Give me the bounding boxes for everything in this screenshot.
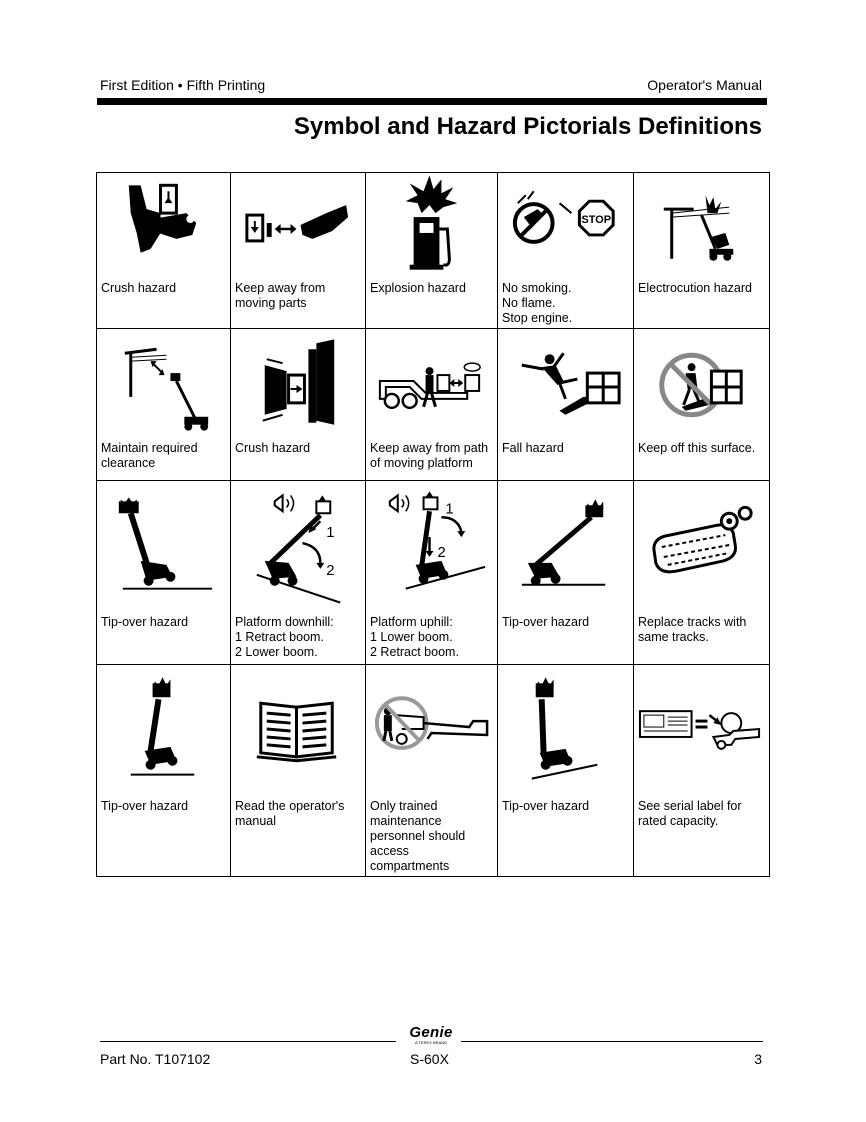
tip-over-hazard-icon (498, 481, 633, 615)
cell-caption: Keep away from path of moving platform (370, 441, 489, 470)
step-2-label: 2 (437, 544, 446, 561)
electrocution-hazard-icon (634, 173, 769, 281)
header-edition: First Edition • Fifth Printing (100, 77, 266, 93)
cell-caption: Platform downhill: 1 Retract boom. 2 Lower boom. (235, 615, 334, 659)
cell-caption: Keep off this surface. (638, 441, 756, 455)
footer-rule-right (461, 1041, 763, 1042)
platform-downhill-icon (231, 481, 365, 615)
cell-caption: See serial label for rated capacity. (638, 799, 742, 828)
stop-sign-text: STOP (581, 214, 612, 227)
table-cell (634, 481, 770, 665)
platform-uphill-icon (366, 481, 497, 615)
trained-personnel-only-icon (366, 665, 497, 799)
table-cell (231, 481, 366, 665)
cell-caption: Tip-over hazard (101, 799, 189, 813)
table-cell (366, 173, 498, 329)
table-cell (97, 665, 231, 877)
maintain-clearance-icon (97, 329, 230, 441)
cell-caption: Read the operator's manual (235, 799, 345, 828)
table-cell (498, 665, 634, 877)
table-cell (498, 173, 634, 329)
step-1-label: 1 (445, 501, 454, 518)
table-row (97, 665, 770, 877)
no-smoking-stop-icon (498, 173, 633, 281)
table-cell (366, 481, 498, 665)
logo-word: Genie (409, 1024, 453, 1041)
table-cell (97, 329, 231, 481)
cell-caption: Platform uphill: 1 Lower boom. 2 Retract boom. (370, 615, 459, 659)
footer-model: S-60X (410, 1051, 449, 1067)
keep-away-moving-parts-icon (231, 173, 365, 281)
table-row (97, 173, 770, 329)
table-cell (634, 329, 770, 481)
replace-tracks-icon (634, 481, 769, 615)
cell-caption: Tip-over hazard (502, 615, 590, 629)
table-row (97, 329, 770, 481)
table-cell (634, 173, 770, 329)
tip-over-hazard-icon (97, 481, 230, 615)
table-cell (498, 481, 634, 665)
step-2-label: 2 (326, 562, 335, 579)
cell-caption: Fall hazard (502, 441, 564, 455)
table-cell (97, 173, 231, 329)
cell-caption: Replace tracks with same tracks. (638, 615, 747, 644)
cell-caption: Explosion hazard (370, 281, 466, 295)
table-cell (231, 329, 366, 481)
header-rule (97, 98, 767, 105)
table-row (97, 481, 770, 665)
cell-caption: Keep away from moving parts (235, 281, 326, 310)
cell-caption: Crush hazard (235, 441, 311, 455)
footer-part-number: Part No. T107102 (100, 1051, 211, 1067)
logo-tagline: A TEREX BRAND (415, 1040, 447, 1045)
cell-caption: Only trained maintenance personnel should access compartments (370, 799, 466, 873)
cell-caption: No smoking. No flame. Stop engine. (502, 281, 573, 325)
page-title: Symbol and Hazard Pictorials Definitions (293, 113, 762, 140)
footer-rule-left (100, 1041, 396, 1042)
step-1-label: 1 (326, 525, 335, 542)
serial-label-capacity-icon (634, 665, 769, 799)
table-cell (366, 665, 498, 877)
cell-caption: Maintain required clearance (101, 441, 198, 470)
table-cell (634, 665, 770, 877)
cell-caption: Electrocution hazard (638, 281, 752, 295)
keep-off-surface-icon (634, 329, 769, 441)
table-cell (97, 481, 231, 665)
cell-caption: Tip-over hazard (101, 615, 189, 629)
explosion-hazard-icon (366, 173, 497, 281)
crush-hazard-icon (97, 173, 230, 281)
footer-page-number: 3 (754, 1051, 762, 1067)
read-manual-icon (231, 665, 365, 799)
fall-hazard-icon (498, 329, 633, 441)
keep-away-platform-path-icon (366, 329, 497, 441)
table-cell (366, 329, 498, 481)
crush-hazard-wall-icon (231, 329, 365, 441)
table-cell (498, 329, 634, 481)
genie-logo (404, 1024, 458, 1045)
table-cell (231, 665, 366, 877)
header-manual-title: Operator's Manual (647, 77, 762, 93)
tip-over-hazard-icon (498, 665, 633, 799)
table-cell (231, 173, 366, 329)
cell-caption: Tip-over hazard (502, 799, 590, 813)
cell-caption: Crush hazard (101, 281, 177, 295)
tip-over-hazard-icon (97, 665, 230, 799)
pictorials-table (96, 172, 770, 877)
